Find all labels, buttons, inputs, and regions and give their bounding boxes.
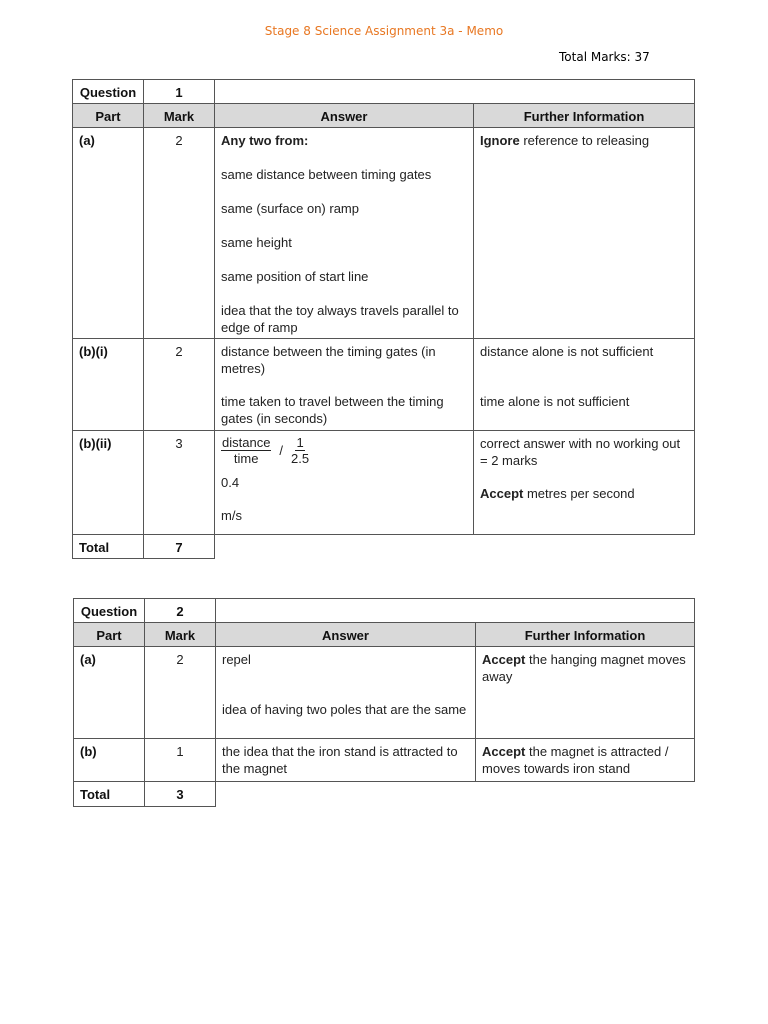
header-answer: Answer bbox=[214, 103, 474, 128]
part-a-label: (a) bbox=[72, 127, 144, 339]
answer-item: idea of having two poles that are the same bbox=[222, 702, 467, 717]
part-bi-info bbox=[473, 338, 695, 431]
info-text: the hanging magnet moves away bbox=[482, 652, 686, 684]
header-mark: Mark bbox=[144, 622, 216, 647]
part-a-info bbox=[475, 646, 695, 739]
info-text: metres per second bbox=[523, 486, 635, 501]
question-number: 2 bbox=[144, 598, 216, 623]
part-bi-mark: 2 bbox=[143, 338, 215, 431]
info-bold: Accept bbox=[480, 486, 524, 501]
part-bii-info bbox=[473, 430, 695, 535]
header-answer: Answer bbox=[215, 622, 476, 647]
part-bii-answer bbox=[214, 430, 474, 535]
part-bii-label: (b)(ii) bbox=[72, 430, 144, 535]
working-expression: $\frac{\text{distance}}{\text{time}}$ / $\frac{1}{2.5}$ bbox=[222, 435, 310, 466]
total-label: Total bbox=[73, 781, 145, 807]
answer-heading: Any two from: bbox=[221, 133, 309, 148]
part-bii-mark: 3 bbox=[143, 430, 215, 535]
answer-item: same (surface on) ramp bbox=[221, 201, 359, 216]
answer-item: same position of start line bbox=[221, 269, 369, 284]
answer-item: repel bbox=[222, 652, 251, 667]
part-b-mark: 1 bbox=[144, 738, 216, 782]
info-text: time alone is not sufficient bbox=[480, 394, 630, 409]
header-mark: Mark bbox=[143, 103, 215, 128]
part-a-answer bbox=[214, 127, 474, 339]
header-part: Part bbox=[72, 103, 144, 128]
part-a-info bbox=[473, 127, 695, 339]
question-number: 1 bbox=[143, 79, 215, 104]
part-a-answer bbox=[215, 646, 476, 739]
part-a-mark: 2 bbox=[144, 646, 216, 739]
info-text: correct answer with no working out = 2 marks bbox=[480, 436, 681, 468]
info-bold: Ignore bbox=[480, 133, 520, 148]
answer-item: idea that the toy always travels parallel to edge of ramp bbox=[221, 303, 459, 335]
document-title: Stage 8 Science Assignment 3a - Memo bbox=[264, 24, 504, 38]
header-further-information: Further Information bbox=[475, 622, 695, 647]
part-b-info bbox=[475, 738, 695, 782]
part-bi-answer bbox=[214, 338, 474, 431]
answer-item: same distance between timing gates bbox=[221, 167, 432, 182]
fraction-distance-time: $\frac{\text{distance}}{\text{time}}$ bbox=[222, 435, 271, 466]
info-bold: Accept bbox=[482, 744, 526, 759]
fraction-one-over-value: $\frac{1}{2.5}$ bbox=[291, 435, 310, 466]
part-b-answer: the idea that the iron stand is attracted to the magnet bbox=[215, 738, 476, 782]
header-part: Part bbox=[73, 622, 145, 647]
part-a-label: (a) bbox=[73, 646, 145, 739]
part-b-label: (b) bbox=[73, 738, 145, 782]
info-text: reference to releasing bbox=[519, 133, 650, 148]
question-label: Question bbox=[72, 79, 144, 104]
question-label: Question bbox=[73, 598, 145, 623]
question-blank bbox=[214, 79, 695, 104]
info-text: the magnet is attracted / moves towards iron stand bbox=[482, 744, 669, 776]
question-blank bbox=[215, 598, 695, 623]
total-value: 3 bbox=[144, 781, 216, 807]
header-further-information: Further Information bbox=[473, 103, 695, 128]
info-bold: Accept bbox=[482, 652, 526, 667]
total-value: 7 bbox=[143, 534, 215, 559]
part-a-mark: 2 bbox=[143, 127, 215, 339]
total-marks: Total Marks: 37 bbox=[559, 50, 650, 64]
answer-unit: m/s bbox=[221, 508, 242, 523]
answer-item: distance between the timing gates (in metres) bbox=[221, 344, 436, 376]
answer-item: time taken to travel between the timing gates (in seconds) bbox=[221, 394, 444, 426]
info-text: distance alone is not sufficient bbox=[480, 344, 654, 359]
part-bi-label: (b)(i) bbox=[72, 338, 144, 431]
answer-value: 0.4 bbox=[221, 475, 240, 490]
total-label: Total bbox=[72, 534, 144, 559]
answer-item: same height bbox=[221, 235, 292, 250]
